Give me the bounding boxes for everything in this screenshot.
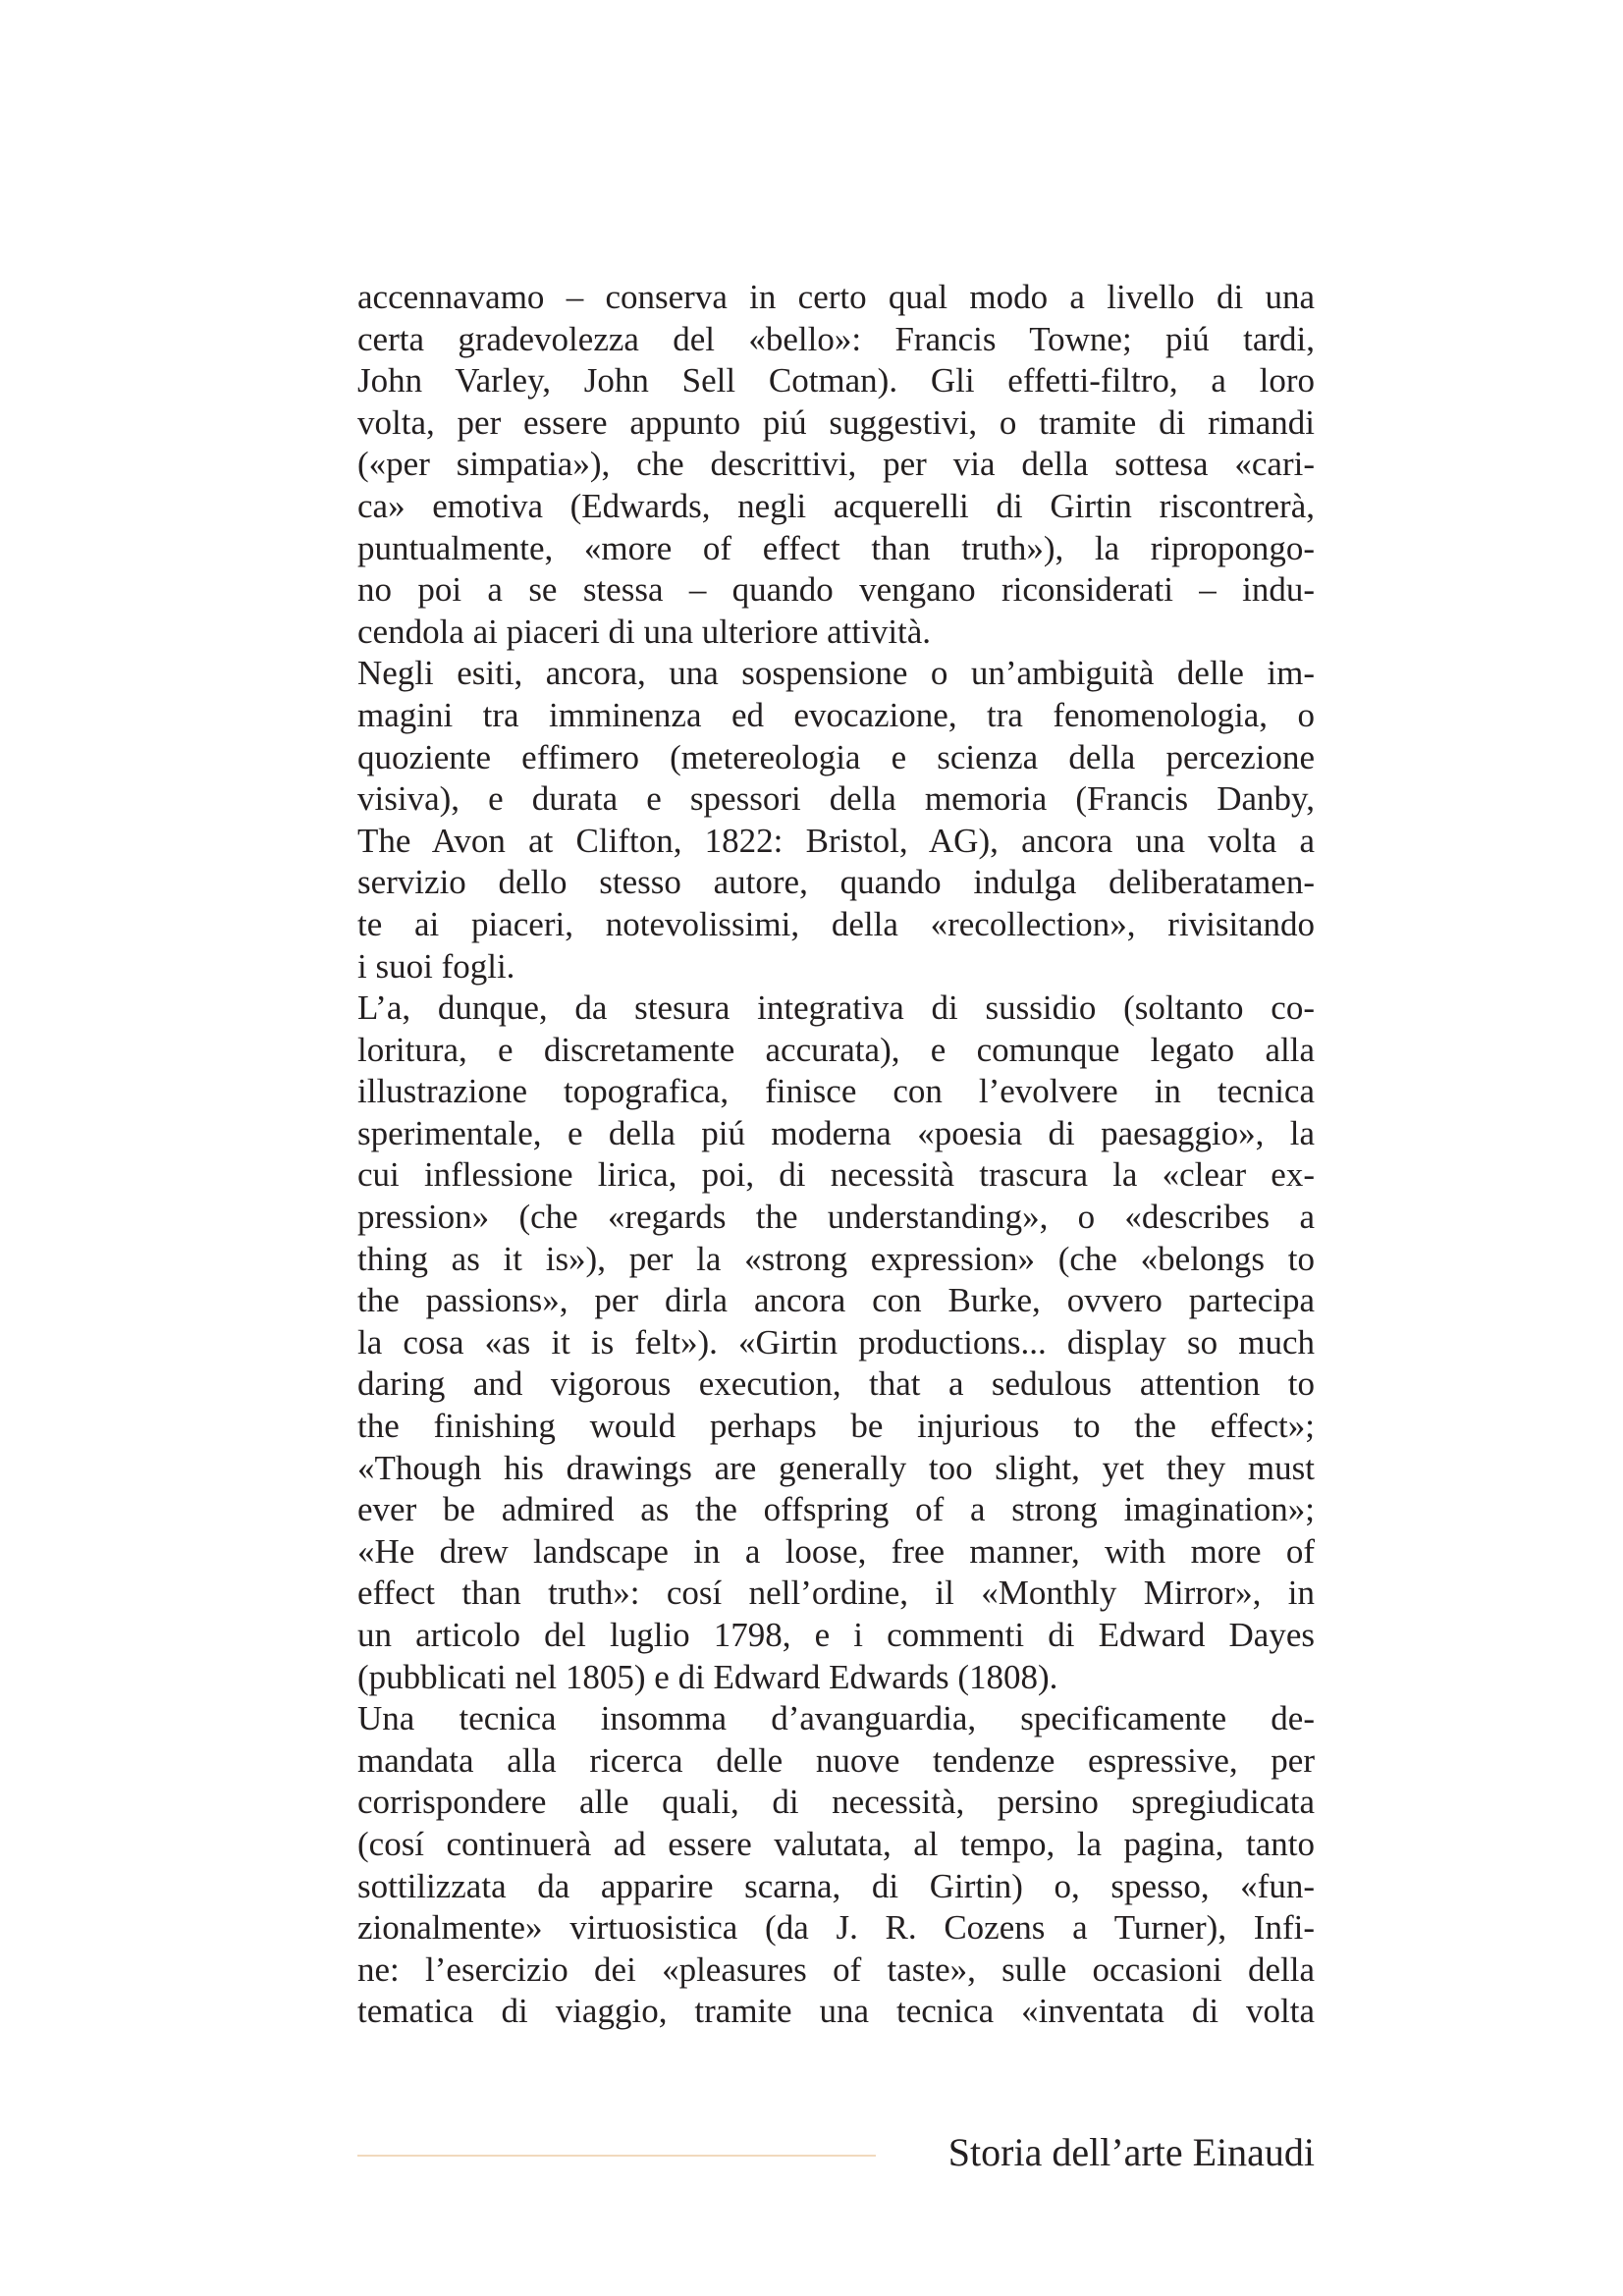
text-line: pression» (che «regards the understanding», o «describes a <box>357 1198 1315 1237</box>
text-line: ever be admired as the offspring of a strong imagination»; <box>357 1490 1315 1529</box>
footer-title: Storia dell’arte Einaudi <box>947 2130 1315 2174</box>
text-line: sperimentale, e della piú moderna «poesia di paesaggio», la <box>357 1113 1315 1152</box>
text-line: «Though his drawings are generally too slight, yet they must <box>357 1448 1315 1487</box>
text-line: ne: l’esercizio dei «pleasures of taste», sulle occasioni della <box>357 1949 1315 1989</box>
text-line: («per simpatia»), che descrittivi, per via della sottesa «cari- <box>357 445 1315 484</box>
text-line: quoziente effimero (metereologia e scienza della percezione <box>357 737 1315 776</box>
text-line: corrispondere alle quali, di necessità, persino spregiudicata <box>357 1783 1315 1822</box>
text-line: certa gradevolezza del «bello»: Francis Towne; piú tardi, <box>357 319 1315 358</box>
text-line: ca» emotiva (Edwards, negli acquerelli di Girtin riscontrerà, <box>357 486 1315 525</box>
text-line: la cosa «as it is felt»). «Girtin productions... display so much <box>357 1322 1315 1362</box>
text-line: L’a, dunque, da stesura integrativa di sussidio (soltanto co- <box>357 988 1315 1028</box>
footer-rule <box>357 2155 876 2157</box>
text-line: The Avon at Clifton, 1822: Bristol, AG), ancora una volta a <box>357 821 1315 860</box>
text-line: sottilizzata da apparire scarna, di Girtin) o, spesso, «fun- <box>357 1866 1315 1905</box>
text-line: no poi a se stessa – quando vengano riconsiderati – indu- <box>357 570 1315 610</box>
text-line: un articolo del luglio 1798, e i commenti di Edward Dayes <box>357 1616 1315 1654</box>
text-line: Negli esiti, ancora, una sospensione o un’ambiguità delle im- <box>357 654 1315 693</box>
text-line: zionalmente» virtuosistica (da J. R. Cozens a Turner), Infi- <box>357 1908 1315 1948</box>
text-line: tematica di viaggio, tramite una tecnica «inventata di volta <box>357 1992 1315 2031</box>
text-line: cendola ai piaceri di una ulteriore attività. <box>357 612 932 651</box>
text-line: daring and vigorous execution, that a sedulous attention to <box>357 1364 1315 1404</box>
text-line: volta, per essere appunto piú suggestivi, o tramite di rimandi <box>357 402 1315 442</box>
text-line: mandata alla ricerca delle nuove tendenze espressive, per <box>357 1740 1315 1780</box>
text-line: illustrazione topografica, finisce con l’evolvere in tecnica <box>357 1072 1315 1111</box>
text-line: (pubblicati nel 1805) e di Edward Edwards (1808). <box>357 1657 1058 1696</box>
text-line: puntualmente, «more of effect than truth»), la ripropongo- <box>357 528 1315 567</box>
text-line: visiva), e durata e spessori della memoria (Francis Danby, <box>357 779 1315 819</box>
text-line: magini tra imminenza ed evocazione, tra fenomenologia, o <box>357 695 1315 734</box>
text-line: (cosí continuerà ad essere valutata, al tempo, la pagina, tanto <box>357 1824 1315 1863</box>
text-line: loritura, e discretamente accurata), e comunque legato alla <box>357 1030 1315 1069</box>
text-line: the finishing would perhaps be injurious to the effect»; <box>357 1407 1315 1446</box>
text-line: John Varley, John Sell Cotman). Gli effetti-filtro, a loro <box>357 361 1315 400</box>
text-line: «He drew landscape in a loose, free manner, with more of <box>357 1531 1315 1571</box>
text-line: the passions», per dirla ancora con Burke, ovvero partecipa <box>357 1281 1315 1320</box>
text-line: accennavamo – conserva in certo qual modo a livello di una <box>357 278 1315 316</box>
text-line: cui inflessione lirica, poi, di necessità trascura la «clear ex- <box>357 1155 1315 1195</box>
text-line: Una tecnica insomma d’avanguardia, specificamente de- <box>357 1699 1315 1738</box>
text-line: servizio dello stesso autore, quando indulga deliberatamen- <box>357 863 1315 902</box>
text-line: i suoi fogli. <box>357 946 515 986</box>
text-line: thing as it is»), per la «strong expression» (che «belongs to <box>357 1239 1315 1278</box>
body-text <box>357 277 1315 2033</box>
text-line: te ai piaceri, notevolissimi, della «recollection», rivisitando <box>357 904 1315 943</box>
text-line: effect than truth»: cosí nell’ordine, il «Monthly Mirror», in <box>357 1574 1315 1613</box>
